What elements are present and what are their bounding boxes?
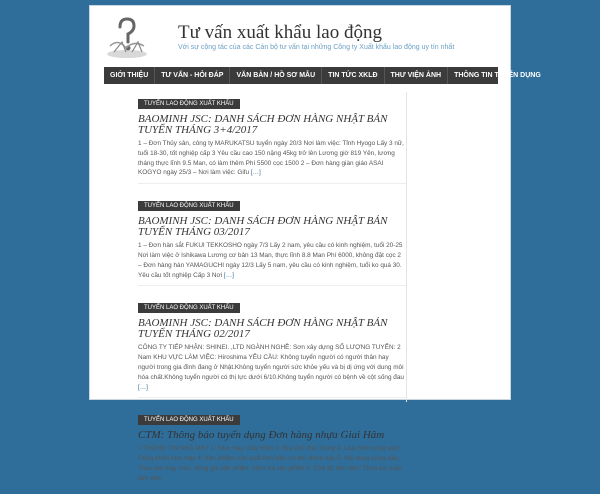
nav-thu-vien-anh[interactable]: THƯ VIỆN ẢNH <box>385 67 449 84</box>
post-divider <box>138 397 406 398</box>
post-excerpt-text: 1 – Đơn hàn sắt FUKUI TEKKOSHO ngày 7/3 Lấy 2 nam, yêu cầu có kinh nghiệm, tuổi 20-25 Nơi làm việc ở Ishikawa Lương cơ bản 13 Man, thực lĩnh 8.8 Man Phí 6000, không đặt cọc 2 – Đơn hàng hàn YAMAGUCHI ngày 12/3 Lấy 5 nam, yêu cầu có kinh nghiệm, tuổi ko quá 30. Yêu cầu tốt nghiệp Cấp 3 Nơi <box>138 242 403 279</box>
logo-question-icon[interactable] <box>104 16 150 60</box>
read-more-link[interactable]: […] <box>223 271 234 279</box>
post-title[interactable]: BAOMINH JSC: DANH SÁCH ĐƠN HÀNG NHẬT BẢN TUYỂN THÁNG 02/2017 <box>138 317 388 341</box>
site-title[interactable]: Tư vấn xuất khẩu lao động <box>178 22 382 43</box>
post-excerpt <box>138 241 406 280</box>
nav-tu-van-hoi-dap[interactable]: TƯ VẤN - HỎI ĐÁP <box>155 67 230 84</box>
site-description: Với sự cộng tác của các Cán bộ tư vấn tại những Công ty Xuất khẩu lao động uy tín nhất <box>178 44 455 51</box>
read-more-link[interactable]: […] <box>250 169 261 177</box>
post-title[interactable]: BAOMINH JSC: DANH SÁCH ĐƠN HÀNG NHẬT BẢN TUYỂN THÁNG 3+4/2017 <box>138 113 388 136</box>
post-title[interactable]: CTM: Thông báo tuyển dụng Đơn hàng nhựa Giai Hâm <box>138 429 385 442</box>
post-category[interactable]: TUYỂN LAO ĐỘNG XUẤT KHẨU <box>138 303 240 313</box>
main-nav <box>104 67 541 84</box>
nav-thong-tin-tuyen-dung[interactable]: THÔNG TIN TUYỂN DỤNG <box>454 72 541 79</box>
nav-gioi-thieu[interactable]: GIỚI THIỆU <box>104 67 155 84</box>
page-container <box>89 5 541 482</box>
post-excerpt <box>138 139 406 178</box>
post-excerpt <box>138 343 406 392</box>
post-item <box>138 194 406 286</box>
post-item <box>138 296 406 398</box>
post-category[interactable]: TUYỂN LAO ĐỘNG XUẤT KHẨU <box>138 201 240 211</box>
post-divider <box>138 183 406 184</box>
read-more-link[interactable]: […] <box>163 474 174 482</box>
nav-tin-tuc-xkld[interactable]: TIN TỨC XKLĐ <box>322 67 384 84</box>
post-divider <box>138 285 406 286</box>
post-item <box>138 92 406 184</box>
post-excerpt <box>138 444 406 483</box>
site-header <box>90 6 510 66</box>
post-item <box>138 408 406 483</box>
nav-van-ban-ho-so-mau[interactable]: VĂN BẢN / HỒ SƠ MẪU <box>230 67 322 84</box>
post-excerpt-text: I: THÔNG TIN NHÀ MÁY 1: Nhà máy: Giai Hâm 2: Địa Chỉ: Đài Trung 3: Loại hình công việc: Công nhân nhà máy 4: Sản phẩm: sản xuất linh kiện cơ khí chính xác 5: Nội dung công việc: Thao tác máy móc, đóng gói sản phẩm, kiểm tra sản phẩm 6: Chế độ làm việc: Theo ca, tuần làm việc <box>138 445 402 482</box>
sidebar-divider <box>406 92 407 402</box>
post-category[interactable]: TUYỂN LAO ĐỘNG XUẤT KHẨU <box>138 415 240 425</box>
post-list <box>138 92 406 494</box>
post-category[interactable]: TUYỂN LAO ĐỘNG XUẤT KHẨU <box>138 99 240 109</box>
post-excerpt-text: CÔNG TY TIẾP NHẬN: SHINEI. ,LTD NGÀNH NGHỀ: Sơn xây dựng SỐ LƯỢNG TUYỂN: 2 Nam KHU VỰC LÀM VIỆC: Hiroshima YÊU CẦU: Không tuyển người có người thân hay người trong gia đình đang ở Nhật.Không tuyển người sức khỏe yếu và bị dị ứng với dung môi hóa chất.Không tuyển người có thị lực dưới 6/10.Không tuyển người có bệnh về cột sống đau <box>138 344 404 381</box>
read-more-link[interactable]: […] <box>138 383 148 391</box>
post-title[interactable]: BAOMINH JSC: DANH SÁCH ĐƠN HÀNG NHẬT BẢN TUYỂN THÁNG 03/2017 <box>138 215 388 239</box>
post-excerpt-text: 1 – Đơn Thủy sản, công ty MARUKATSU tuyển ngày 20/3 Nơi làm việc: Tỉnh Hyogo Lấy 3 nữ, tuổi 18-30, tốt nghiệp cấp 3 Yêu cầu cao 150 nặng 45kg trở lên Lương giờ 819 Yên, lương tháng thực lĩnh 9.5 Man, có làm thêm Phí 5500 cọc 1500 2 – Đơn hàng giàn giáo ASAI KOGYO ngày 25/3 – Nơi làm việc: Gifu <box>138 140 404 177</box>
